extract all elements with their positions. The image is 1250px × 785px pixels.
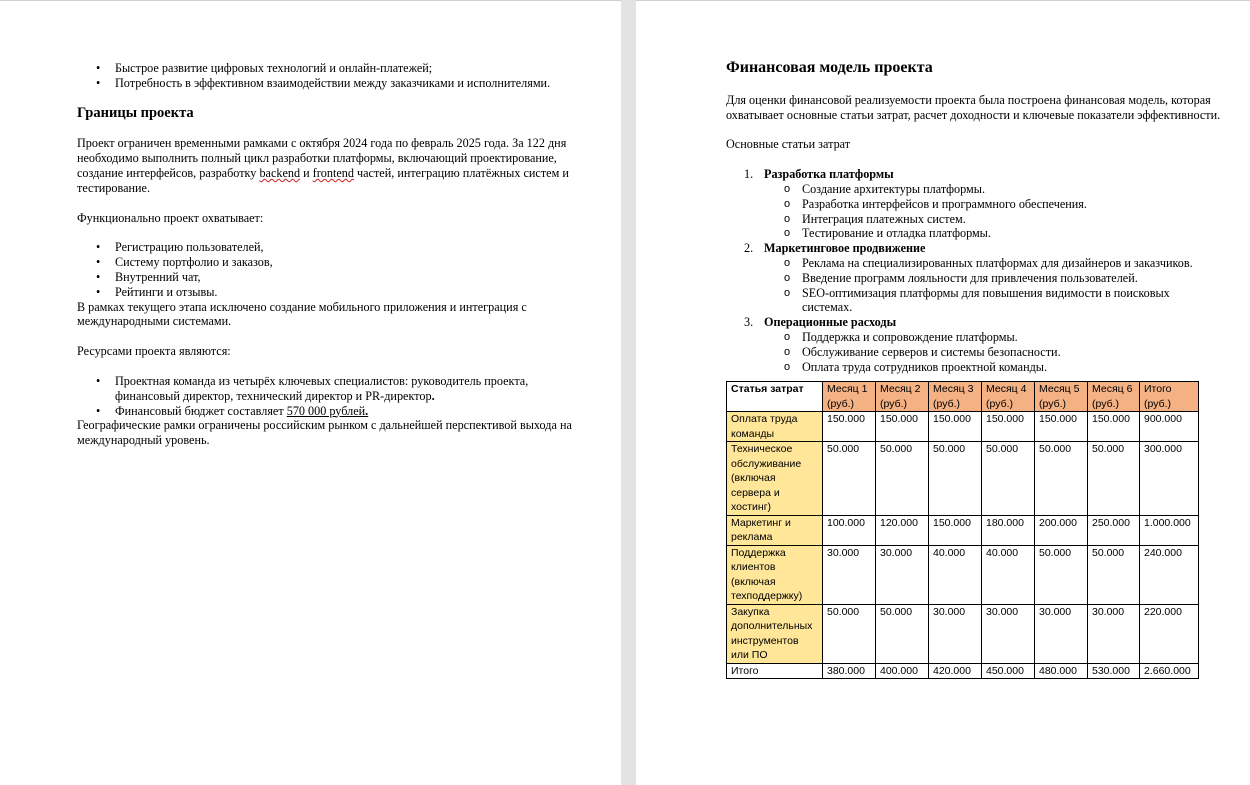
value-cell: 50.000 bbox=[1088, 442, 1140, 516]
list-item: o Поддержка и сопровождение платформы. bbox=[784, 329, 1018, 344]
value-cell: 30.000 bbox=[1088, 604, 1140, 663]
cost-section-item: 2. Маркетинговое продвижение o Реклама на специализированных платформах для дизайнеров и заказчиков. o Введение программ лояльности для привлечения пользователей. o SEO-оптимизация платформы для повышения видимости в поисковых системах. bbox=[726, 241, 1222, 315]
value-cell: 30.000 bbox=[982, 604, 1035, 663]
page-top-edge bbox=[0, 0, 621, 1]
bullet-list-resources bbox=[77, 374, 582, 418]
total-label-cell: Итого bbox=[727, 663, 823, 679]
table-total-row bbox=[727, 663, 1199, 679]
list-item: o Разработка интерфейсов и программного обеспечения. bbox=[784, 196, 1087, 211]
table-row bbox=[727, 442, 1199, 516]
value-cell: 50.000 bbox=[876, 604, 929, 663]
list-item: • Быстрое развитие цифровых технологий и онлайн-платежей; bbox=[96, 61, 433, 75]
column-header: Месяц 3 (руб.) bbox=[929, 382, 982, 412]
value-cell: 50.000 bbox=[823, 442, 876, 516]
paragraph-exclusions: В рамках текущего этапа исключено создание мобильного приложения и интеграция с международными системами. bbox=[77, 299, 527, 329]
value-cell: 100.000 bbox=[823, 515, 876, 545]
value-cell: 1.000.000 bbox=[1140, 515, 1199, 545]
table-row bbox=[727, 412, 1199, 442]
numbered-list-cost-sections bbox=[726, 167, 1222, 374]
list-item: o Введение программ лояльности для привлечения пользователей. bbox=[784, 270, 1138, 285]
circle-bullet-icon: o bbox=[784, 345, 791, 358]
bullet-list-top bbox=[77, 61, 582, 91]
subheading-cost-items: Основные статьи затрат bbox=[726, 137, 851, 152]
value-cell: 180.000 bbox=[982, 515, 1035, 545]
value-cell: 240.000 bbox=[1140, 545, 1199, 604]
section-heading-financial-model: Финансовая модель проекта bbox=[726, 59, 933, 76]
spellcheck-word-backend[interactable]: backend bbox=[259, 165, 301, 180]
value-cell: 150.000 bbox=[929, 515, 982, 545]
section-heading-scope: Границы проекта bbox=[77, 104, 194, 121]
row-category-cell: Техническое обслуживание (включая сервера и хостинг) bbox=[727, 442, 823, 516]
total-value-cell: 420.000 bbox=[929, 663, 982, 679]
value-cell: 150.000 bbox=[929, 412, 982, 442]
total-value-cell: 530.000 bbox=[1088, 663, 1140, 679]
cost-section-title: Операционные расходы bbox=[764, 315, 897, 330]
list-item: • Систему портфолио и заказов, bbox=[96, 255, 273, 270]
value-cell: 50.000 bbox=[1035, 545, 1088, 604]
value-cell: 150.000 bbox=[1035, 412, 1088, 442]
paragraph-financial-intro: Для оценки финансовой реализуемости проекта была построена финансовая модель, которая охватывает основные статьи затрат, расчет доходности и ключевые показатели эффективности. bbox=[726, 92, 1221, 122]
bullet-icon: • bbox=[96, 403, 101, 418]
paragraph-timeframe: Проект ограничен временными рамками с октября 2024 года по февраль 2025 года. За 122 дня необходимо выполнить полный цикл разработки платформы, включающий проектирование, создание интерфейсов, разработку backend и frontend частей, интеграцию платёжных систем и тестирование. bbox=[77, 136, 569, 195]
row-category-cell: Закупка дополнительных инструментов или ПО bbox=[727, 604, 823, 663]
column-header: Месяц 5 (руб.) bbox=[1035, 382, 1088, 412]
bullet-icon: • bbox=[96, 75, 101, 90]
list-item: o Интеграция платежных систем. bbox=[784, 211, 966, 226]
value-cell: 150.000 bbox=[1088, 412, 1140, 442]
circle-bullet-icon: o bbox=[784, 197, 791, 210]
total-value-cell: 400.000 bbox=[876, 663, 929, 679]
page-right-content bbox=[726, 61, 1222, 679]
value-cell: 50.000 bbox=[876, 442, 929, 516]
paragraph-geography: Географические рамки ограничены российским рынком с дальнейшей перспективой выхода на международный уровень. bbox=[77, 418, 572, 448]
list-item: o Реклама на специализированных платформах для дизайнеров и заказчиков. bbox=[784, 255, 1193, 270]
bullet-icon: • bbox=[96, 61, 101, 75]
list-item: • Проектная команда из четырёх ключевых специалистов: руководитель проекта, финансовый директор, технический директор и PR-директор. bbox=[96, 373, 529, 403]
page-left-content bbox=[77, 61, 582, 448]
value-cell: 50.000 bbox=[929, 442, 982, 516]
bullet-list-functions bbox=[77, 240, 582, 299]
paragraph-resources-intro: Ресурсами проекта являются: bbox=[77, 344, 231, 359]
value-cell: 30.000 bbox=[876, 545, 929, 604]
list-item: • Рейтинги и отзывы. bbox=[96, 284, 218, 299]
row-category-cell: Оплата труда команды bbox=[727, 412, 823, 442]
list-item: • Внутренний чат, bbox=[96, 269, 201, 284]
value-cell: 200.000 bbox=[1035, 515, 1088, 545]
value-cell: 30.000 bbox=[1035, 604, 1088, 663]
value-cell: 30.000 bbox=[823, 545, 876, 604]
budget-amount: 570 000 рублей bbox=[286, 403, 366, 418]
value-cell: 30.000 bbox=[929, 604, 982, 663]
bullet-icon: • bbox=[96, 269, 101, 284]
cost-section-title: Маркетинговое продвижение bbox=[764, 241, 926, 256]
table-row bbox=[727, 604, 1199, 663]
value-cell: 50.000 bbox=[982, 442, 1035, 516]
value-cell: 50.000 bbox=[823, 604, 876, 663]
circle-bullet-icon: o bbox=[784, 330, 791, 343]
column-header: Месяц 4 (руб.) bbox=[982, 382, 1035, 412]
table-row bbox=[727, 515, 1199, 545]
circle-bullet-icon: o bbox=[784, 271, 791, 284]
list-item: • Регистрацию пользователей, bbox=[96, 240, 264, 255]
cost-section-item: 3. Операционные расходы o Поддержка и сопровождение платформы. o Обслуживание серверов и системы безопасности. o Оплата труда сотрудников проектной команды. bbox=[726, 315, 1222, 374]
list-item: o Тестирование и отладка платформы. bbox=[784, 226, 991, 241]
circle-bullet-icon: o bbox=[784, 286, 791, 299]
table-row bbox=[727, 545, 1199, 604]
list-item: o Создание архитектуры платформы. bbox=[784, 181, 986, 196]
column-header: Месяц 2 (руб.) bbox=[876, 382, 929, 412]
column-header: Месяц 1 (руб.) bbox=[823, 382, 876, 412]
value-cell: 300.000 bbox=[1140, 442, 1199, 516]
value-cell: 40.000 bbox=[929, 545, 982, 604]
bullet-icon: • bbox=[96, 240, 101, 255]
list-item: • Потребность в эффективном взаимодействии между заказчиками и исполнителями. bbox=[96, 75, 551, 90]
value-cell: 150.000 bbox=[823, 412, 876, 442]
spellcheck-word-frontend[interactable]: frontend bbox=[312, 165, 354, 180]
value-cell: 120.000 bbox=[876, 515, 929, 545]
column-header: Итого (руб.) bbox=[1140, 382, 1199, 412]
table-header-row bbox=[727, 382, 1199, 412]
row-category-cell: Маркетинг и реклама bbox=[727, 515, 823, 545]
value-cell: 150.000 bbox=[982, 412, 1035, 442]
circle-bullet-icon: o bbox=[784, 212, 791, 225]
circle-bullet-icon: o bbox=[784, 227, 791, 240]
bullet-icon: • bbox=[96, 284, 101, 299]
document-page-left bbox=[0, 0, 621, 785]
circle-bullet-icon: o bbox=[784, 182, 791, 195]
document-page-right bbox=[636, 0, 1250, 785]
total-value-cell: 480.000 bbox=[1035, 663, 1088, 679]
list-item: o Оплата труда сотрудников проектной команды. bbox=[784, 359, 1048, 374]
list-item: o SEO-оптимизация платформы для повышения видимости в поисковых системах. bbox=[784, 285, 1170, 315]
cost-table bbox=[726, 381, 1199, 679]
total-value-cell: 2.660.000 bbox=[1140, 663, 1199, 679]
cost-section-title: Разработка платформы bbox=[764, 167, 894, 182]
value-cell: 250.000 bbox=[1088, 515, 1140, 545]
total-value-cell: 450.000 bbox=[982, 663, 1035, 679]
page-gutter bbox=[621, 0, 636, 785]
value-cell: 150.000 bbox=[876, 412, 929, 442]
row-category-cell: Поддержка клиентов (включая техподдержку) bbox=[727, 545, 823, 604]
value-cell: 220.000 bbox=[1140, 604, 1199, 663]
value-cell: 40.000 bbox=[982, 545, 1035, 604]
value-cell: 50.000 bbox=[1088, 545, 1140, 604]
circle-bullet-icon: o bbox=[784, 256, 791, 269]
list-item: • Финансовый бюджет составляет 570 000 рублей. bbox=[96, 403, 369, 418]
value-cell: 900.000 bbox=[1140, 412, 1199, 442]
bullet-icon: • bbox=[96, 373, 101, 388]
value-cell: 50.000 bbox=[1035, 442, 1088, 516]
circle-bullet-icon: o bbox=[784, 360, 791, 373]
bullet-icon: • bbox=[96, 255, 101, 270]
column-header-cost-item: Статья затрат bbox=[727, 382, 823, 412]
paragraph-functional-scope: Функционально проект охватывает: bbox=[77, 210, 264, 225]
total-value-cell: 380.000 bbox=[823, 663, 876, 679]
column-header: Месяц 6 (руб.) bbox=[1088, 382, 1140, 412]
cost-section-item: 1. Разработка платформы o Создание архитектуры платформы. o Разработка интерфейсов и программного обеспечения. o Интеграция платежных систем. o Тестирование и отладка платформы. bbox=[726, 167, 1222, 241]
page-top-edge bbox=[636, 0, 1250, 1]
list-item: o Обслуживание серверов и системы безопасности. bbox=[784, 344, 1061, 359]
